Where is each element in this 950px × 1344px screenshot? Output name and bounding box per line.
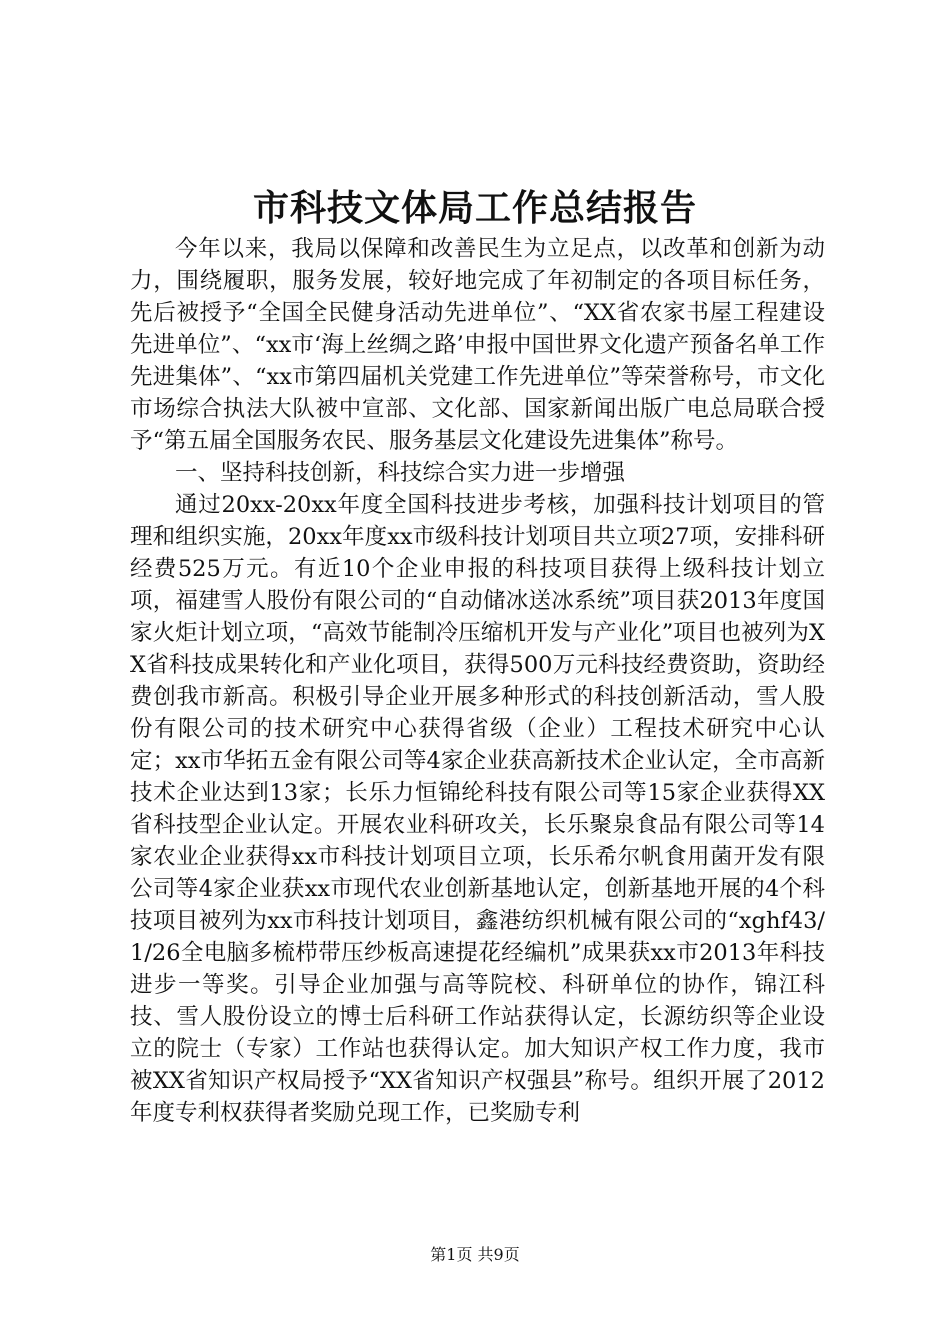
page-title: 市科技文体局工作总结报告 [252, 187, 697, 229]
document-body [130, 233, 825, 1129]
body-paragraph: 通过20xx-20xx年度全国科技进步考核，加强科技计划项目的管理和组织实施，20xx年度xx市级科技计划项目共立项27项，安排科研经费525万元。有近10个企业申报的科技项目获得上级科技计划立项，福建雪人股份有限公司的“自动储冰送冰系统”项目获2013年度国家火炬计划立项，“高效节能制冷压缩机开发与产业化”项目也被列为XX省科技成果转化和产业化项目，获得500万元科技经费资助，资助经费创我市新高。积极引导企业开展多种形式的科技创新活动，雪人股份有限公司的技术研究中心获得省级（企业）工程技术研究中心认定；xx市华拓五金有限公司等4家企业获高新技术企业认定，全市高新技术企业达到13家；长乐力恒锦纶科技有限公司等15家企业获得XX省科技型企业认定。开展农业科研攻关，长乐聚泉食品有限公司等14家农业企业获得xx市科技计划项目立项，长乐希尔帆食用菌开发有限公司等4家企业获xx市现代农业创新基地认定，创新基地开展的4个科技项目被列为xx市科技计划项目，鑫港纺织机械有限公司的“xghf43/1/26全电脑多梳栉带压纱板高速提花经编机”成果获xx市2013年科技进步一等奖。引导企业加强与高等院校、科研单位的协作，锦江科技、雪人股份设立的博士后科研工作站获得认定，长源纺织等企业设立的院士（专家）工作站也获得认定。加大知识产权工作力度，我市被XX省知识产权局授予“XX省知识产权强县”称号。组织开展了2012年度专利权获得者奖励兑现工作，已奖励专利 [130, 492, 825, 1126]
intro-paragraph: 今年以来，我局以保障和改善民生为立足点，以改革和创新为动力，围绕履职，服务发展，较好地完成了年初制定的各项目标任务，先后被授予“全国全民健身活动先进单位”、“XX省农家书屋工程建设先进单位”、“xx市‘海上丝绸之路’申报中国世界文化遗产预备名单工作先进集体”、“xx市第四届机关党建工作先进单位”等荣誉称号，市文化市场综合执法大队被中宣部、文化部、国家新闻出版广电总局联合授予“第五届全国服务农民、服务基层文化建设先进集体”称号。 [130, 236, 825, 454]
page-number-footer: 第1页 共9页 [430, 1245, 520, 1264]
section-heading: 一、坚持科技创新，科技综合实力进一步增强 [175, 460, 626, 486]
